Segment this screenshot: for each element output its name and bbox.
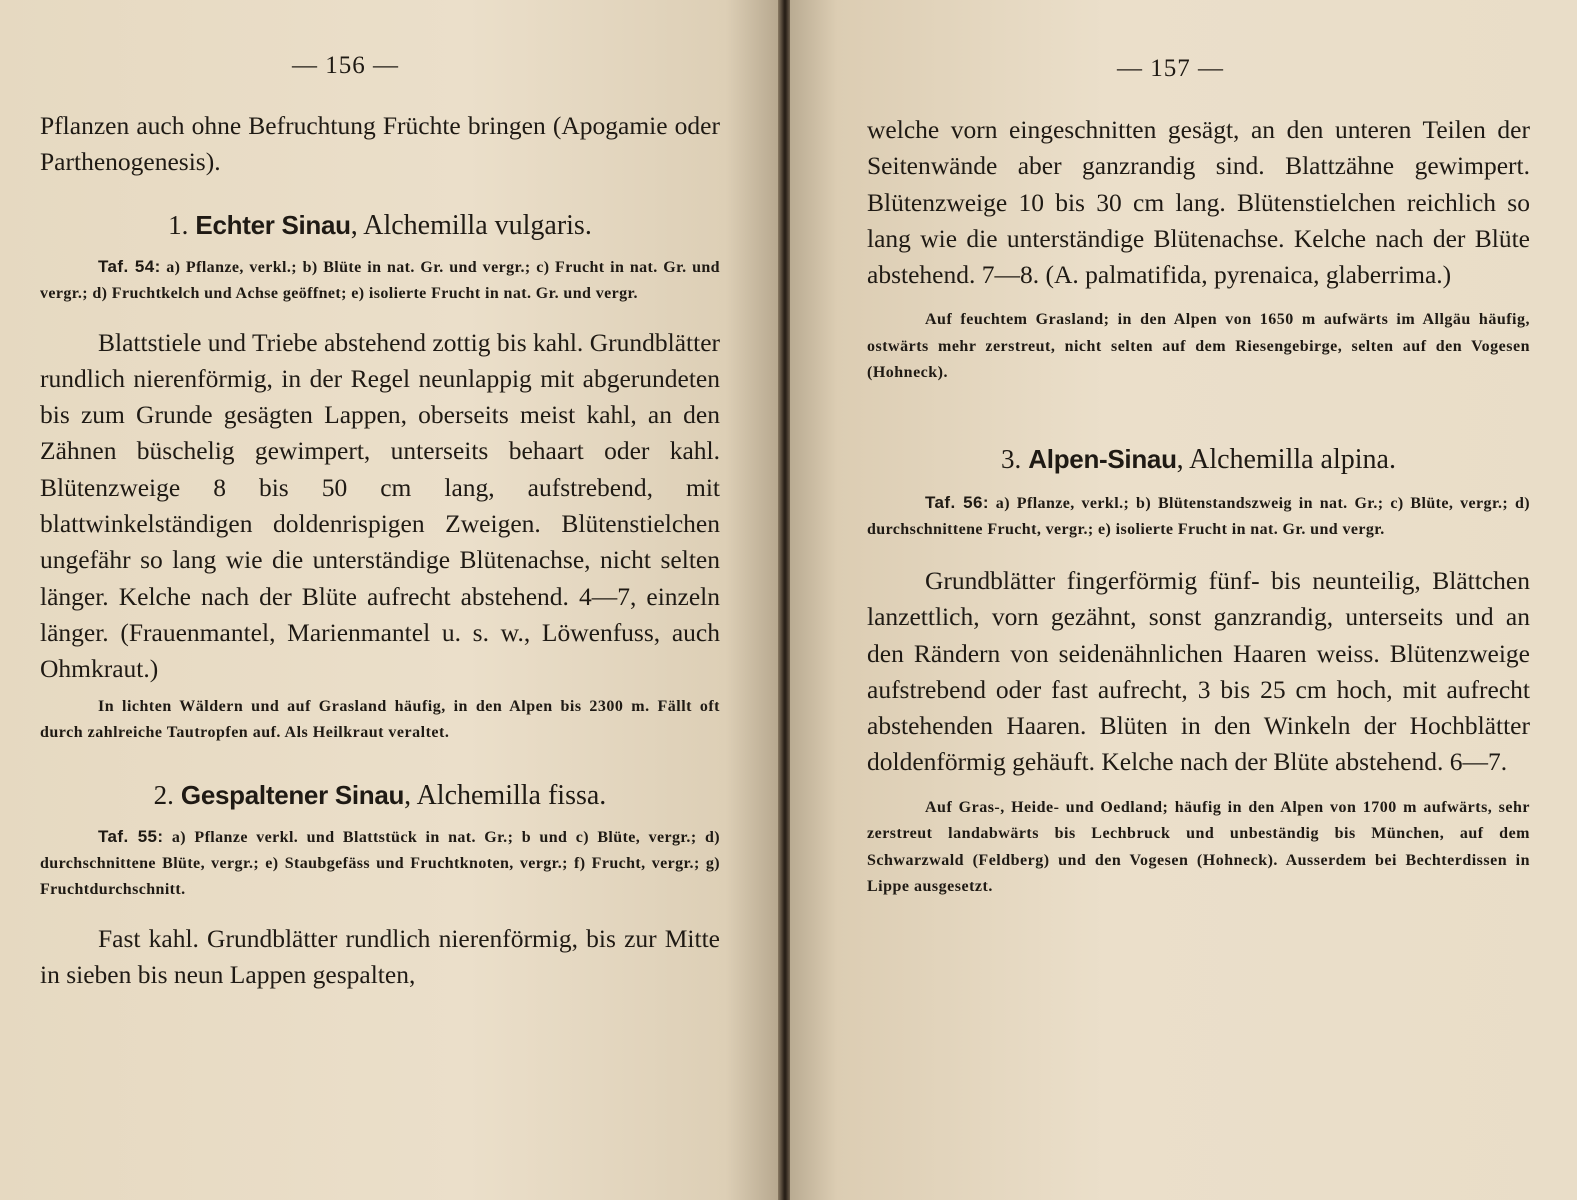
- left-page: [0, 0, 780, 1200]
- species-name-latin: , Alchemilla alpina.: [1176, 443, 1396, 475]
- plate-reference-54: [40, 254, 720, 307]
- species-habitat-1: In lichten Wäldern und auf Grasland häufig, in den Alpen bis 2300 m. Fällt oft durch zahlreiche Tautropfen auf. Als Heilkraut veraltet.: [40, 697, 720, 742]
- plate-text: a) Pflanze, verkl.; b) Blüte in nat. Gr. und vergr.; c) Frucht in nat. Gr. und vergr.; d) Fruchtkelch und Achse geöffnet; e) isolierte Frucht in nat. Gr. und vergr.: [40, 258, 720, 302]
- species-number: 2.: [153, 779, 174, 810]
- species-heading-1: [40, 207, 720, 244]
- plate-reference-55: [40, 824, 720, 903]
- plate-label: Taf. 55:: [98, 826, 164, 846]
- species-number: 1.: [168, 209, 189, 240]
- page-number-left: — 156 —: [292, 52, 399, 79]
- species-name-german: Echter Sinau: [195, 209, 351, 240]
- right-column: [867, 112, 1530, 901]
- page-number-right: — 157 —: [1117, 55, 1224, 82]
- species-habitat-3: Auf Gras-, Heide- und Oedland; häufig in den Alpen von 1700 m aufwärts, sehr zerstreut landabwärts bis Lechbruck und unbeständig bis München, auf dem Schwarzwald (Feldberg) und den Vogesen (Hohneck). Ausserdem bei Bechterdissen in Lippe ausgesetzt.: [867, 798, 1530, 896]
- plate-text: a) Pflanze verkl. und Blattstück in nat. Gr.; b und c) Blüte, vergr.; d) durchschnittene Blüte, vergr.; e) Staubgefäss und Fruchtknoten, vergr.; f) Frucht, vergr.; g) Fruchtdurchschnitt.: [40, 828, 720, 898]
- plate-label: Taf. 56:: [925, 492, 989, 512]
- plate-reference-56: [867, 490, 1530, 543]
- plate-label: Taf. 54:: [98, 256, 161, 276]
- species-name-german: Alpen-Sinau: [1028, 443, 1177, 474]
- species-name-latin: , Alchemilla vulgaris.: [350, 209, 592, 241]
- intro-paragraph: Pflanzen auch ohne Befruchtung Früchte bringen (Apogamie oder Parthenogenesis).: [40, 111, 720, 177]
- species-description-2: Fast kahl. Grundblätter rundlich nierenförmig, bis zur Mitte in sieben bis neun Lappen gespalten,: [40, 923, 720, 989]
- continuation-paragraph: welche vorn eingeschnitten gesägt, an den unteren Teilen der Seitenwände aber ganzrandig sind. Blattzähne gewimpert. Blütenzweige 10 bis 30 cm lang. Blütenstielchen reichlich so lang wie die unterständige Blütenachse. Kelche nach der Blüte abstehend. 7—8. (A. palmatifida, pyrenaica, glaberrima.): [867, 115, 1530, 290]
- species-name-latin: , Alchemilla fissa.: [404, 779, 607, 811]
- species-description-1: Blattstiele und Triebe abstehend zottig bis kahl. Grundblätter rundlich nierenförmig, in der Regel neunlappig mit abgerundeten bis zum Grunde gesägten Lappen, oberseits meist kahl, an den Zähnen büschelig gewimpert, unterseits behaart oder kahl. Blütenzweige 8 bis 50 cm lang, aufstrebend, mit blattwinkelständigen doldenrispigen Zweigen. Blütenstielchen ungefähr so lang wie die unterständige Blütenachse, nicht selten länger. Kelche nach der Blüte aufrecht abstehend. 4—7, einzeln länger. (Frauenmantel, Marienmantel u. s. w., Löwenfuss, auch Ohmkraut.): [40, 327, 720, 684]
- species-heading-2: [40, 777, 720, 814]
- species-heading-3: [867, 441, 1530, 478]
- species-description-3: Grundblätter fingerförmig fünf- bis neunteilig, Blättchen lanzettlich, vorn gezähnt, sonst ganzrandig, unterseits und an den Rändern von seidenähnlichen Haaren weiss. Blütenzweige aufstrebend oder fast aufrecht, 3 bis 25 cm hoch, mit aufrecht abstehenden Haaren. Blüten in den Winkeln der Hochblätter doldenförmig gehäuft. Kelche nach der Blüte abstehend. 6—7.: [867, 565, 1530, 777]
- left-column: [40, 108, 720, 993]
- right-page: [790, 0, 1577, 1200]
- plate-text: a) Pflanze, verkl.; b) Blütenstandszweig in nat. Gr.; c) Blüte, vergr.; d) durchschnittene Frucht, vergr.; e) isolierte Frucht in nat. Gr. und vergr.: [867, 494, 1530, 538]
- species-habitat-2: Auf feuchtem Grasland; in den Alpen von 1650 m aufwärts im Allgäu häufig, ostwärts mehr zerstreut, nicht selten auf dem Riesengebirge, selten auf den Vogesen (Hohneck).: [867, 311, 1530, 382]
- species-name-german: Gespaltener Sinau: [180, 779, 405, 810]
- species-number: 3.: [1001, 443, 1022, 474]
